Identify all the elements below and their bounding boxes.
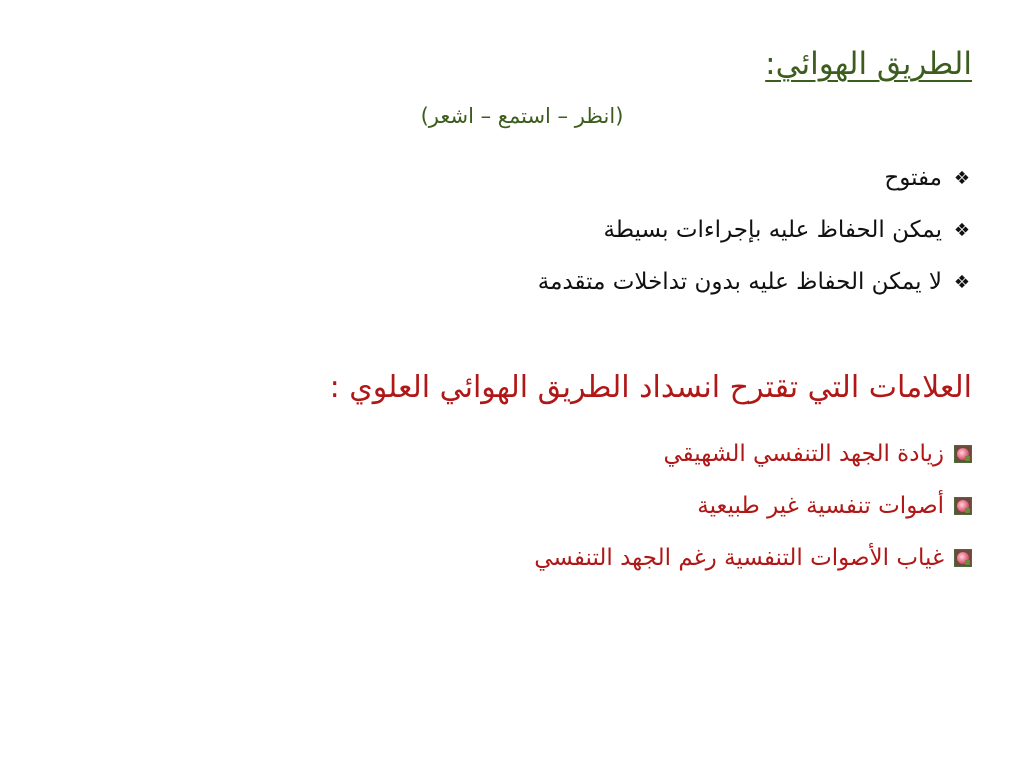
slide-subtitle: (انظر – استمع – اشعر)	[420, 104, 624, 128]
flower-bullet-icon	[954, 549, 972, 567]
list-item	[538, 256, 972, 308]
signs-heading: العلامات التي تقترح انسداد الطريق الهوائي العلوي :	[329, 370, 972, 405]
list-item-text: أصوات تنفسية غير طبيعية	[697, 493, 944, 519]
flower-bullet-icon	[954, 497, 972, 515]
list-item	[534, 480, 972, 532]
list-item-text: غياب الأصوات التنفسية رغم الجهد التنفسي	[534, 545, 944, 571]
list-item-text: زيادة الجهد التنفسي الشهيقي	[663, 441, 944, 467]
list-item	[538, 204, 972, 256]
list-item-text: لا يمكن الحفاظ عليه بدون تداخلات متقدمة	[537, 269, 942, 295]
list-item-text: يمكن الحفاظ عليه بإجراءات بسيطة	[603, 217, 942, 243]
diamond-bullet-icon: ❖	[953, 271, 971, 293]
list-item	[534, 428, 972, 480]
flower-bullet-icon	[954, 445, 972, 463]
list-item	[538, 152, 972, 204]
list-item	[534, 532, 972, 584]
airway-status-list	[538, 152, 972, 308]
diamond-bullet-icon: ❖	[953, 167, 971, 189]
slide-title: الطريق الهوائي:	[765, 46, 972, 82]
diamond-bullet-icon: ❖	[953, 219, 971, 241]
obstruction-signs-list	[534, 428, 972, 584]
list-item-text: مفتوح	[884, 165, 942, 191]
